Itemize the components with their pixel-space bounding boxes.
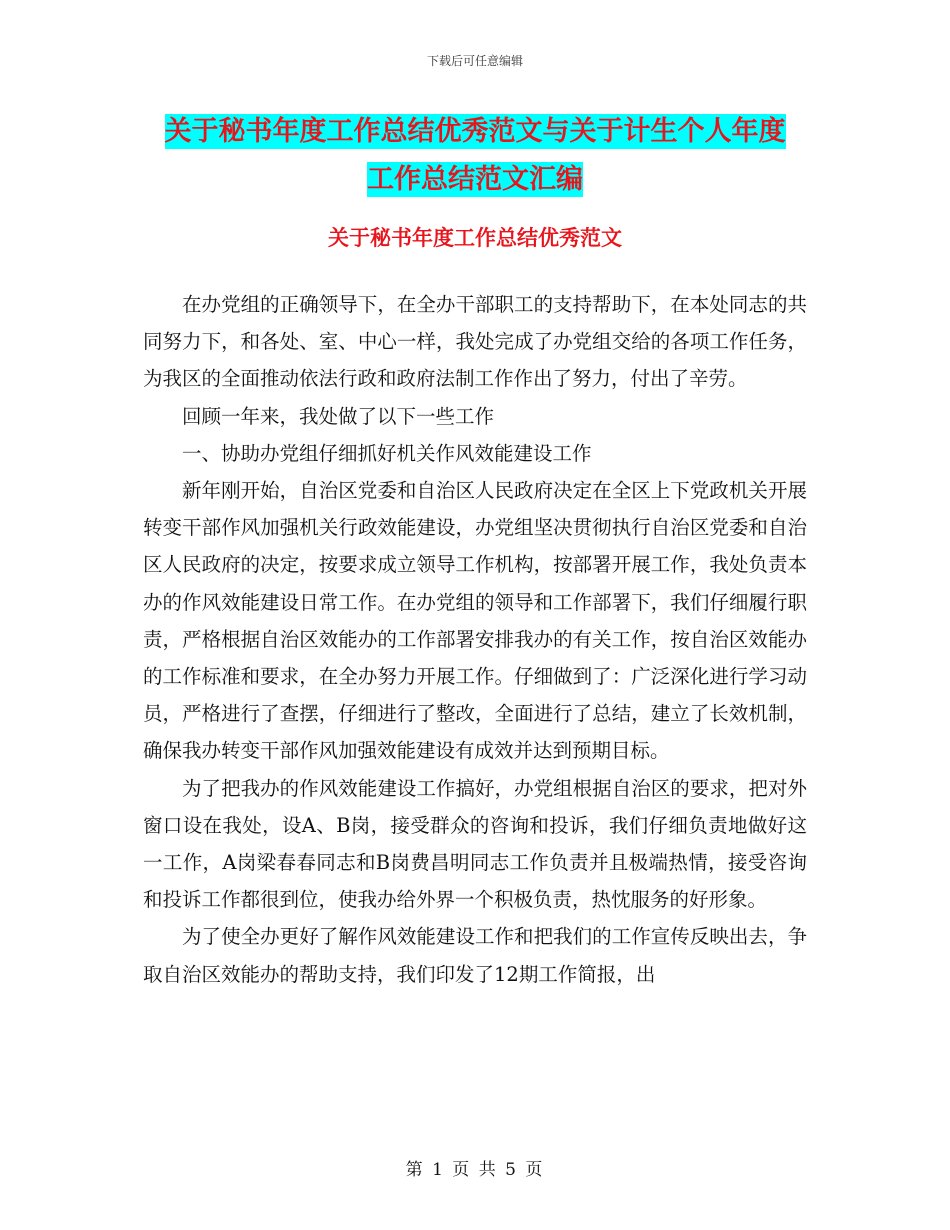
document-body xyxy=(143,286,807,993)
page-number: 第 1 页 共 5 页 xyxy=(405,1160,545,1180)
paragraph: 回顾一年来，我处做了以下一些工作 xyxy=(182,404,495,428)
paragraph: 一、协助办党组仔细抓好机关作风效能建设工作 xyxy=(182,441,592,465)
document-title-line-2: 工作总结范文汇编 xyxy=(367,164,583,195)
paragraph: 为了把我办的作风效能建设工作搞好，办党组根据自治区的要求，把对外窗口设在我处，设A、B岗，接受群众的咨询和投诉，我们仔细负责地做好这一工作，A岗梁春春同志和B岗费昌明同志工作负责并且极端热情，接受咨询和投诉工作都很到位，使我办给外界一个积极负责，热忱服务的好形象。 xyxy=(143,776,807,912)
paragraph: 新年刚开始，自治区党委和自治区人民政府决定在全区上下党政机关开展转变干部作风加强机关行政效能建设，办党组坚决贯彻执行自治区党委和自治区人民政府的决定，按要求成立领导工作机构，按部署开展工作，我处负责本办的作风效能建设日常工作。在办党组的领导和工作部署下，我们仔细履行职责，严格根据自治区效能办的工作部署安排我办的有关工作，按自治区效能办的工作标准和要求，在全办努力开展工作。仔细做到了：广泛深化进行学习动员，严格进行了查摆，仔细进行了整改，全面进行了总结，建立了长效机制，确保我办转变干部作风加强效能建设有成效并达到预期目标。 xyxy=(143,479,807,763)
header-note: 下载后可任意编辑 xyxy=(426,54,523,68)
document-title xyxy=(140,108,810,204)
document-title-line-1: 关于秘书年度工作总结优秀范文与关于计生个人年度 xyxy=(164,116,786,147)
paragraph: 为了使全办更好了解作风效能建设工作和把我们的工作宣传反映出去，争取自治区效能办的帮助支持，我们印发了12期工作简报，出 xyxy=(143,925,807,986)
section-title: 关于秘书年度工作总结优秀范文 xyxy=(328,226,622,250)
paragraph: 在办党组的正确领导下，在全办干部职工的支持帮助下，在本处同志的共同努力下，和各处、室、中心一样，我处完成了办党组交给的各项工作任务，为我区的全面推动依法行政和政府法制工作作出了努力，付出了辛劳。 xyxy=(143,293,807,391)
